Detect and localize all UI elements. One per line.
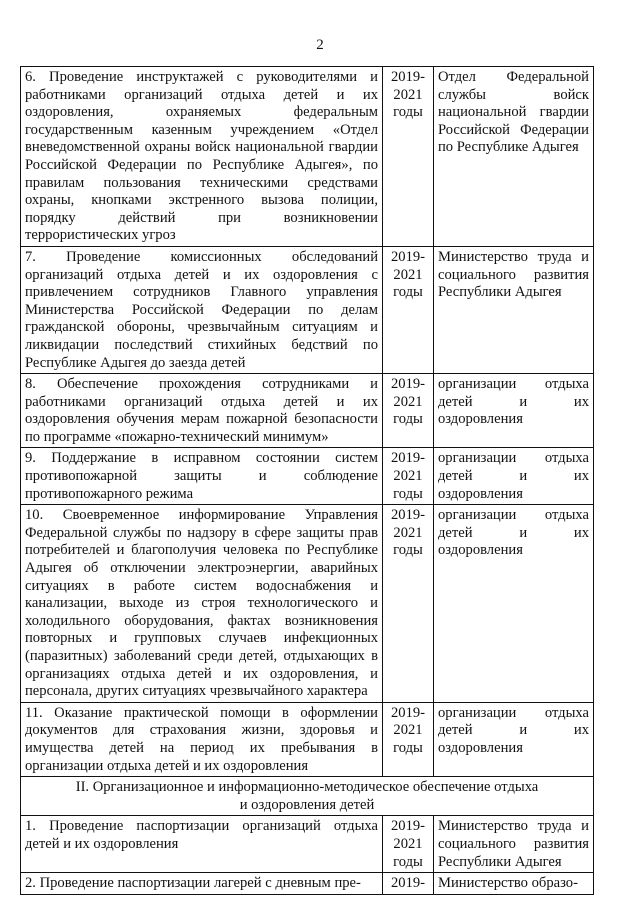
responsible-cell: Министерство образо-: [434, 873, 594, 895]
period-cell: [383, 505, 434, 703]
period-text: 2019- 2021 годы: [390, 248, 426, 301]
table-row: [21, 67, 594, 247]
responsible-cell: организации отдыха детей и их оздоровления: [434, 448, 594, 505]
period-text: 2019- 2021 годы: [390, 450, 426, 502]
activity-cell: 2. Проведение паспортизации лагерей с дневным пре-: [21, 873, 383, 895]
responsible-cell: организации отдыха детей и их оздоровления: [434, 505, 594, 703]
responsible-cell: Министерство труда и социального развития Республики Адыгея: [434, 816, 594, 873]
period-text: 2019- 2021 годы: [390, 704, 426, 756]
responsible-cell: организации отдыха детей и их оздоровления: [434, 374, 594, 448]
responsible-cell: Отдел Федеральной службы войск национальной гвардии Российской Федерации по Республике Адыгея: [434, 67, 594, 247]
page-number: 2: [316, 37, 324, 53]
section-heading-text: II. Организационное и информационно-методическое обеспечение отдыха и оздоровления детей: [75, 779, 539, 813]
period-text: 2019- 2021 годы: [390, 818, 426, 870]
responsible-cell: организации отдыха детей и их оздоровления: [434, 702, 594, 776]
activity-cell: 1. Проведение паспортизации организаций отдыха детей и их оздоровления: [21, 816, 383, 873]
period-cell: 2019-: [383, 873, 434, 895]
section-heading: [21, 777, 594, 816]
table-row-partial: [21, 873, 594, 895]
activity-cell: 7. Проведение комиссионных обследований организаций отдыха детей и их оздоровления с привлечением сотрудников Главного управления Министерства Российской Федерации по делам гражданской обороны, чрезвычайным ситуациям и ликвидации последствий стихийных бедствий по Республике Адыгея до заезда детей: [21, 246, 383, 373]
period-cell: [383, 246, 434, 373]
period-text: 2019- 2021 годы: [390, 507, 426, 559]
responsible-cell: Министерство труда и социального развития Республики Адыгея: [434, 246, 594, 373]
table-row: [21, 702, 594, 776]
period-cell: [383, 374, 434, 448]
period-cell: [383, 67, 434, 247]
period-text: 2019- 2021 годы: [390, 69, 426, 121]
table-row: [21, 246, 594, 373]
table-row: [21, 816, 594, 873]
activity-cell: 8. Обеспечение прохождения сотрудниками и работниками организаций отдыха детей и их оздоровления обучения мерам пожарной безопасности по программе «пожарно-технический минимум»: [21, 374, 383, 448]
period-cell: [383, 702, 434, 776]
period-cell: [383, 816, 434, 873]
table-row: [21, 448, 594, 505]
activity-cell: 10. Своевременное информирование Управления Федеральной службы по надзору в сфере защиты прав потребителей и благополучия человека по Республике Адыгея об отключении электроэнергии, аварийных ситуациях в работе систем водоснабжения и канализации, выходе из строя технологического и холодильного оборудования, фактах возникновения повторных и групповых случаев инфекционных (паразитных) заболеваний среди детей, отдыхающих в организациях отдыха детей и их оздоровления, и персонала, других ситуациях чрезвычайного характера: [21, 505, 383, 703]
activity-cell: 6. Проведение инструктажей с руководителями и работниками организаций отдыха детей и их оздоровления, охраняемых федеральным государственным казенным учреждением «Отдел вневедомственной охраны войск национальной гвардии Российской Федерации по Республике Адыгея», по правилам пользования техническими средствами охраны, кнопками экстренного вызова полиции, порядку действий при возникновении террористических угроз: [21, 67, 383, 247]
period-text: 2019- 2021 годы: [390, 376, 426, 428]
period-cell: [383, 448, 434, 505]
activity-cell: 9. Поддержание в исправном состоянии систем противопожарной защиты и соблюдение противопожарного режима: [21, 448, 383, 505]
activity-cell: 11. Оказание практической помощи в оформлении документов для страхования жизни, здоровья и имущества детей на период их пребывания в организации отдыха детей и их оздоровления: [21, 702, 383, 776]
table-row: [21, 374, 594, 448]
section-heading-row: [21, 777, 594, 816]
table-row: [21, 505, 594, 703]
activities-table: [20, 66, 594, 895]
